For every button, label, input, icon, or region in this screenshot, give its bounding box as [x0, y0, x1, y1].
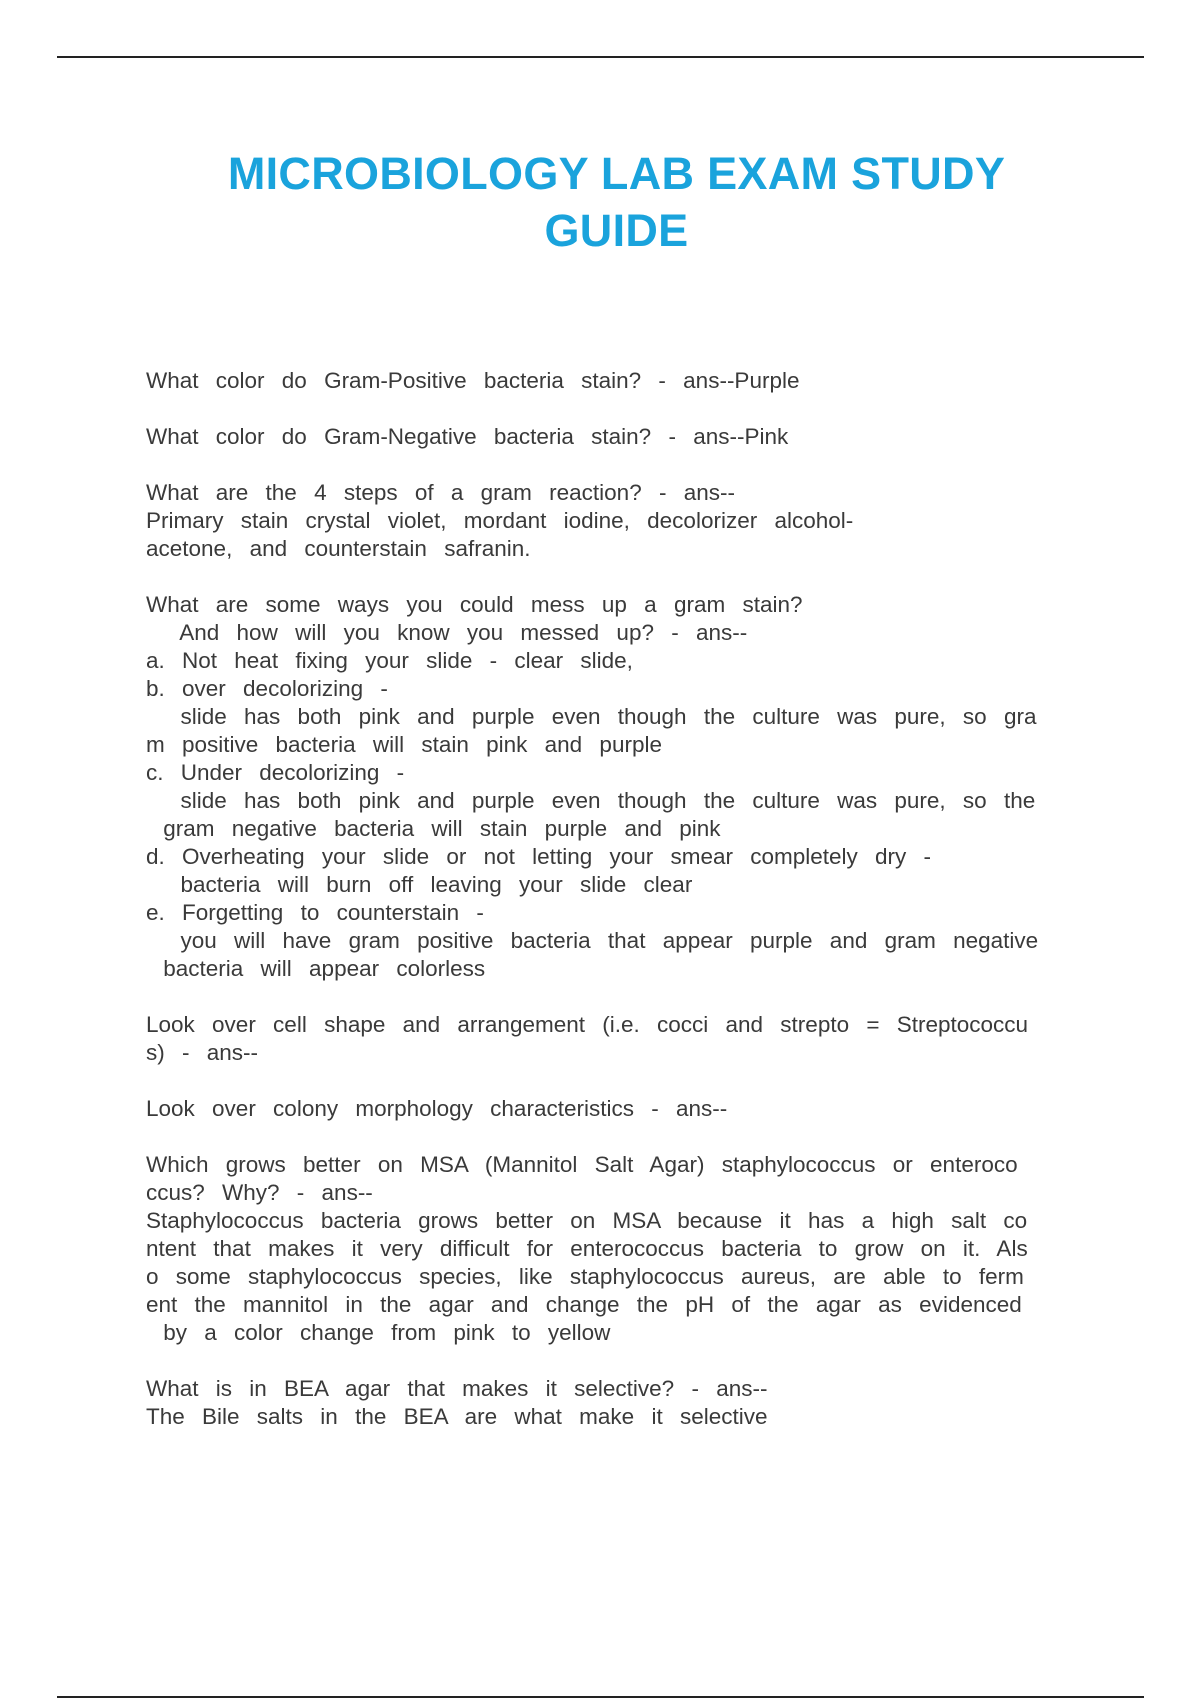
- qa-text-line: by a color change from pink to yellow: [146, 1320, 611, 1345]
- qa-text-line: ent the mannitol in the agar and change the pH of the agar as evidenced: [146, 1292, 1022, 1317]
- qa-text-line: bacteria will burn off leaving your slide clear: [146, 872, 693, 897]
- page-top-rule: [57, 56, 1144, 58]
- qa-text-line: gram negative bacteria will stain purple and pink: [146, 816, 721, 841]
- qa-text-line: slide has both pink and purple even though the culture was pure, so the: [146, 788, 1036, 813]
- qa-entry: [146, 591, 1096, 983]
- qa-text-line: e. Forgetting to counterstain -: [146, 900, 484, 925]
- qa-text-line: What are some ways you could mess up a gram stain?: [146, 592, 803, 617]
- qa-text-line: b. over decolorizing -: [146, 676, 388, 701]
- title-line: MICROBIOLOGY LAB EXAM STUDY: [227, 148, 1006, 199]
- qa-text-line: c. Under decolorizing -: [146, 760, 405, 785]
- qa-text-line: o some staphylococcus species, like staphylococcus aureus, are able to ferm: [146, 1264, 1024, 1289]
- qa-text-line: Look over cell shape and arrangement (i.e. cocci and strepto = Streptococcu: [146, 1012, 1029, 1037]
- qa-text-line: slide has both pink and purple even though the culture was pure, so gra: [146, 704, 1037, 729]
- qa-text-line: m positive bacteria will stain pink and purple: [146, 732, 662, 757]
- study-guide-content: [146, 367, 1096, 1459]
- page-bottom-rule: [57, 1696, 1144, 1698]
- qa-entry: [146, 1151, 1096, 1347]
- qa-entry: [146, 367, 1096, 395]
- qa-text-line: The Bile salts in the BEA are what make it selective: [146, 1404, 768, 1429]
- qa-text-line: a. Not heat fixing your slide - clear slide,: [146, 648, 633, 673]
- qa-text-line: bacteria will appear colorless: [146, 956, 486, 981]
- qa-text-line: What is in BEA agar that makes it selective? - ans--: [146, 1376, 768, 1401]
- qa-text-line: What are the 4 steps of a gram reaction? - ans--: [146, 480, 735, 505]
- qa-entry: [146, 1375, 1096, 1431]
- qa-text-line: What color do Gram-Negative bacteria stain? - ans--Pink: [146, 424, 789, 449]
- title-line: GUIDE: [544, 205, 689, 256]
- qa-text-line: s) - ans--: [146, 1040, 258, 1065]
- qa-text-line: Primary stain crystal violet, mordant iodine, decolorizer alcohol-: [146, 508, 854, 533]
- qa-text-line: Staphylococcus bacteria grows better on MSA because it has a high salt co: [146, 1208, 1028, 1233]
- qa-text-line: Look over colony morphology characteristics - ans--: [146, 1096, 728, 1121]
- qa-text-line: you will have gram positive bacteria that appear purple and gram negative: [146, 928, 1039, 953]
- document-title: [150, 145, 1083, 259]
- qa-text-line: ntent that makes it very difficult for enterococcus bacteria to grow on it. Als: [146, 1236, 1028, 1261]
- qa-entry: [146, 423, 1096, 451]
- qa-text-line: What color do Gram-Positive bacteria stain? - ans--Purple: [146, 368, 800, 393]
- qa-text-line: Which grows better on MSA (Mannitol Salt Agar) staphylococcus or enteroco: [146, 1152, 1018, 1177]
- qa-entry: [146, 1095, 1096, 1123]
- qa-entry: [146, 1011, 1096, 1067]
- qa-text-line: d. Overheating your slide or not letting your smear completely dry -: [146, 844, 932, 869]
- qa-entry: [146, 479, 1096, 563]
- qa-text-line: And how will you know you messed up? - ans--: [146, 620, 748, 645]
- qa-text-line: acetone, and counterstain safranin.: [146, 536, 531, 561]
- qa-text-line: ccus? Why? - ans--: [146, 1180, 373, 1205]
